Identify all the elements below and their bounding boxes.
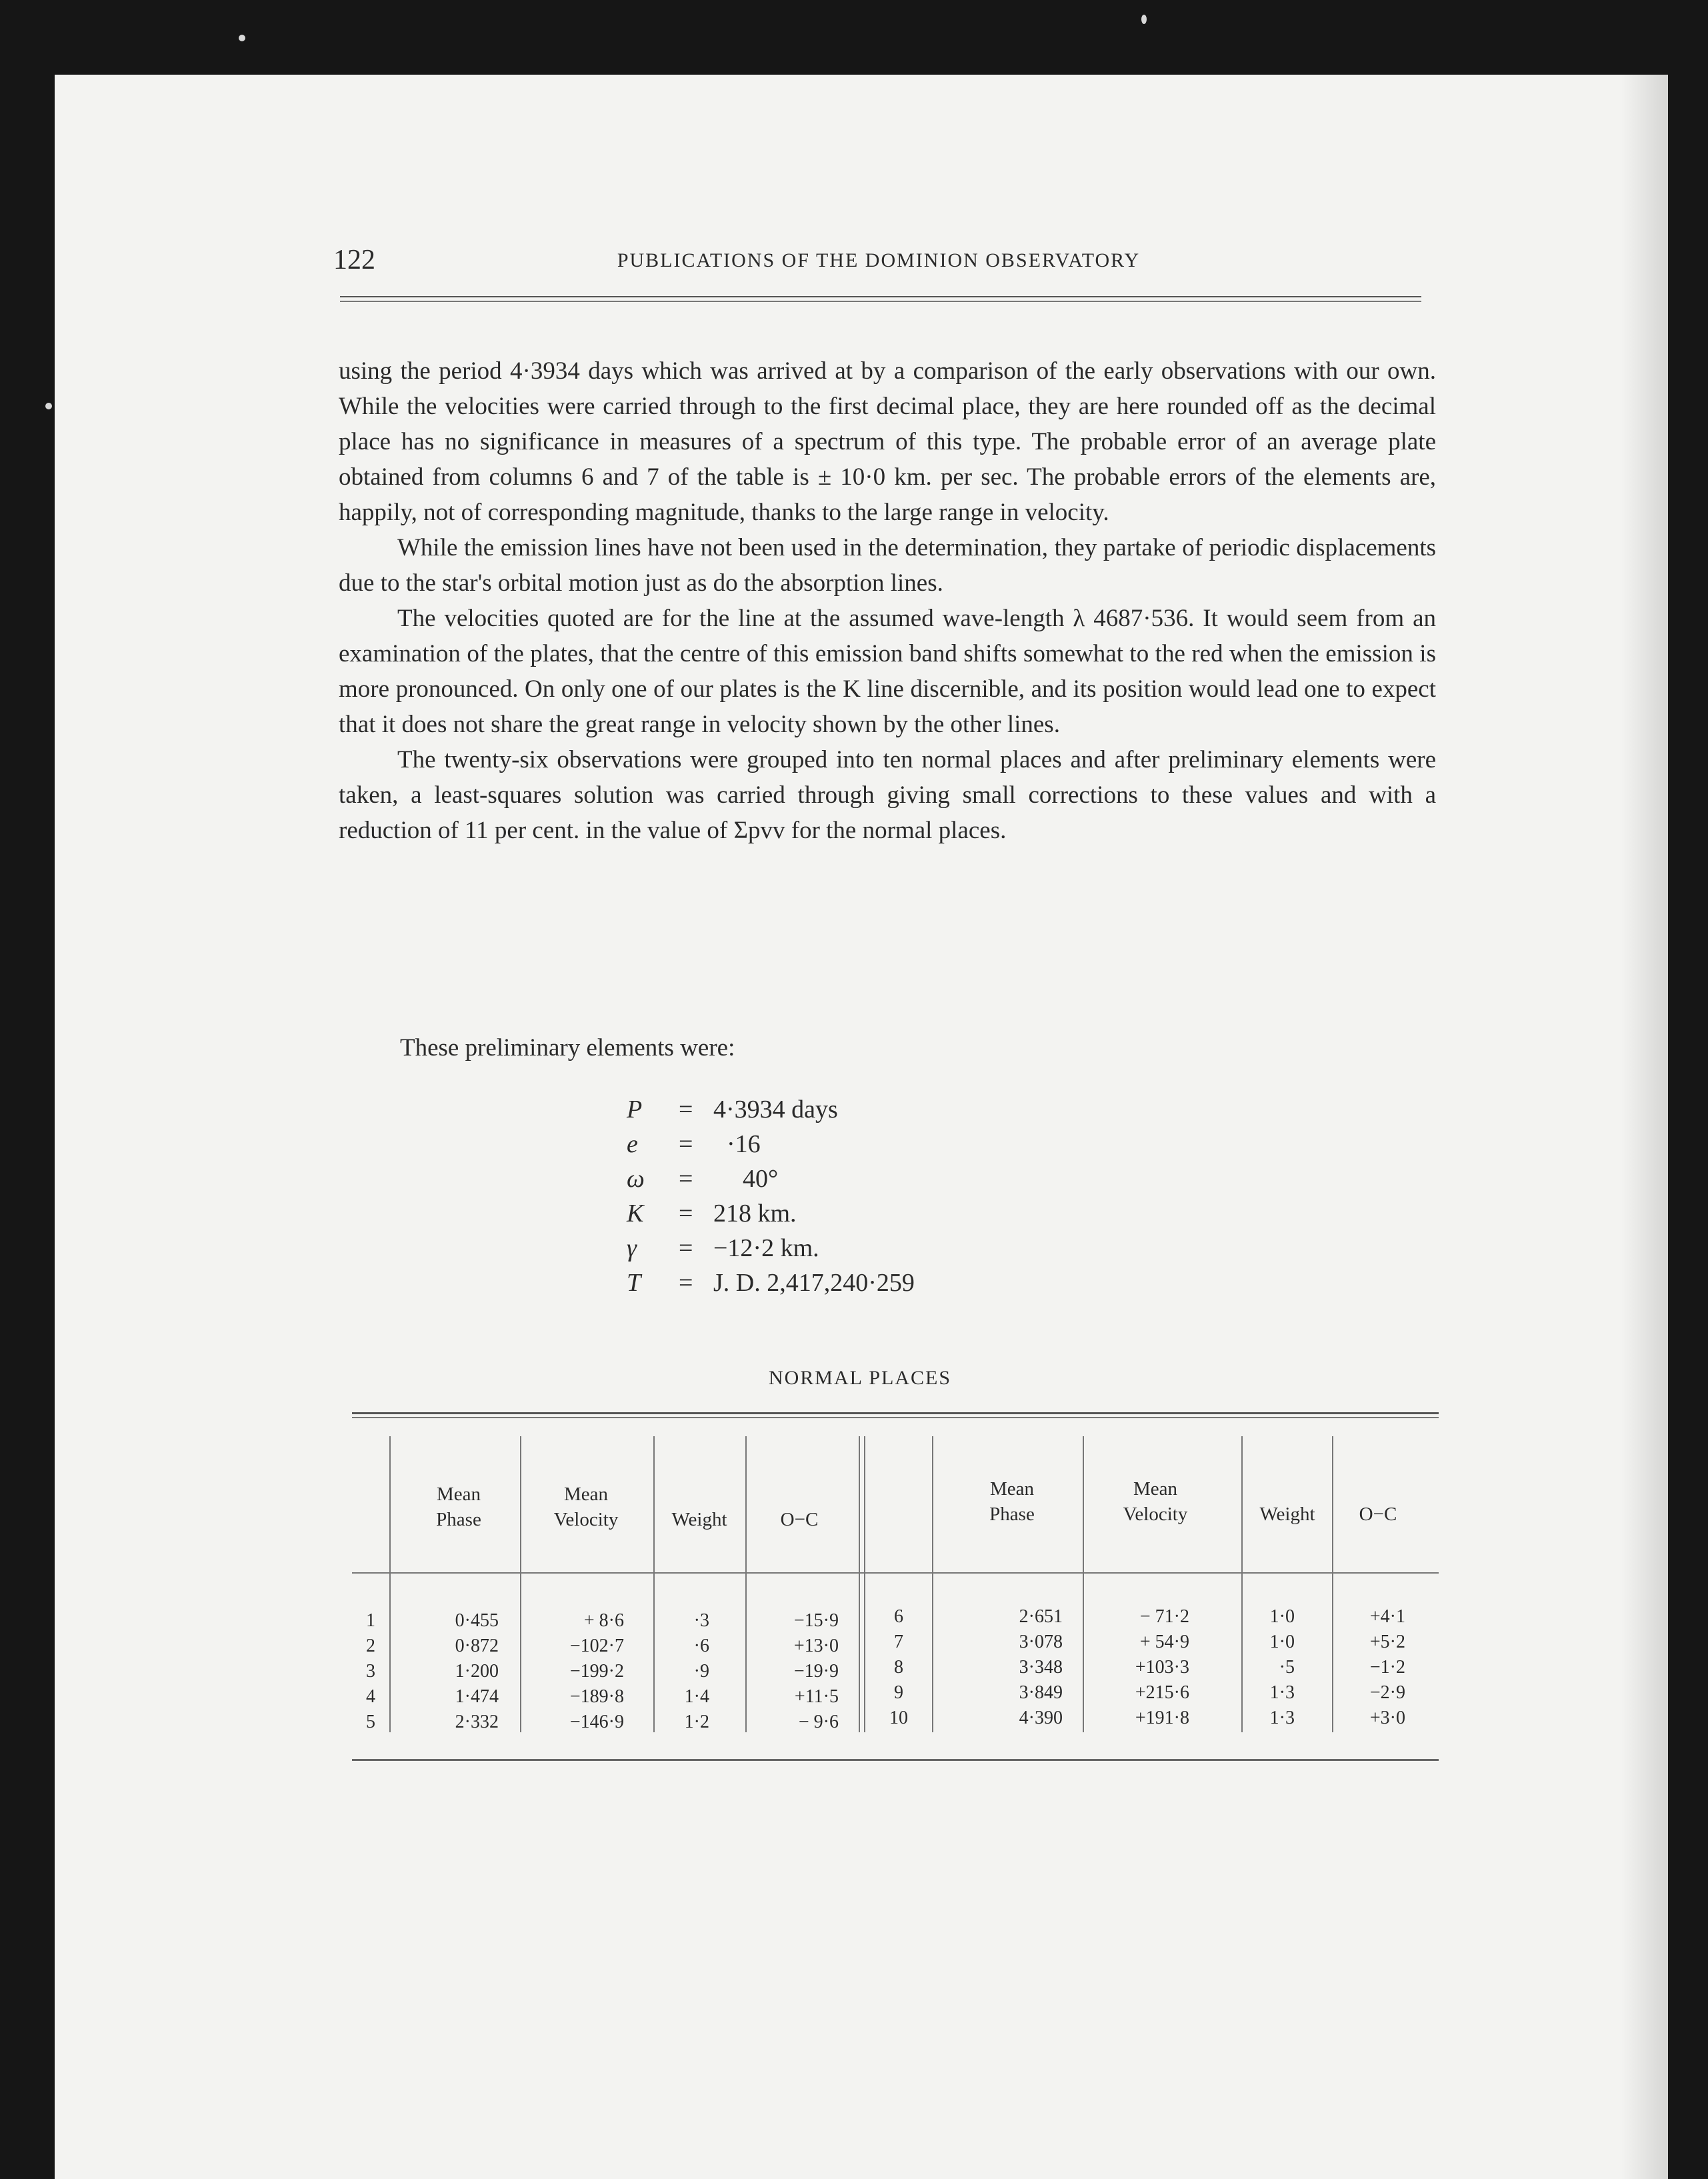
weight: 1·0 xyxy=(1269,1632,1295,1652)
weight: ·3 xyxy=(693,1610,709,1631)
mean-phase: 1·200 xyxy=(455,1661,499,1682)
element-value: 4·3934 days xyxy=(713,1096,838,1124)
element-symbol: ω xyxy=(627,1165,645,1193)
mean-phase: 3·348 xyxy=(1019,1657,1063,1678)
col-header-o-c: O−C xyxy=(780,1509,819,1530)
element-row xyxy=(627,1130,1027,1164)
row-number: 1 xyxy=(366,1610,375,1631)
col-header-mean-velocity: Mean Velocity xyxy=(1123,1478,1188,1525)
mean-phase: 0·455 xyxy=(455,1610,499,1631)
col-header-mean-phase: Mean Phase xyxy=(436,1484,481,1530)
paragraph: While the emission lines have not been used in the determination, they partake of periodic displacements due to the star's orbital motion just as do the absorption lines. xyxy=(339,534,1436,597)
mean-phase: 3·078 xyxy=(1019,1632,1063,1652)
element-equals: = xyxy=(679,1269,693,1297)
paragraph: The velocities quoted are for the line at the assumed wave-length λ 4687·536. It would seem from an examination of the plates, that the centre of this emission band shifts somewhat to the red when the emission is more pronounced. On only one of our plates is the K line discernible, and its position would lead one to expect that it does not share the great range in velocity shown by the other lines. xyxy=(339,605,1436,738)
elements-intro: These preliminary elements were: xyxy=(400,1034,735,1061)
page-header xyxy=(333,244,1424,284)
element-value: ·16 xyxy=(727,1130,761,1158)
mean-velocity: + 8·6 xyxy=(583,1610,624,1631)
mean-velocity: +191·8 xyxy=(1135,1708,1189,1728)
row-number: 9 xyxy=(894,1682,903,1703)
column-divider xyxy=(389,1436,391,1732)
o-c: −15·9 xyxy=(793,1610,839,1631)
orbital-elements xyxy=(627,1095,1027,1303)
col-header-o-c: O−C xyxy=(1359,1504,1397,1525)
o-c: − 9·6 xyxy=(798,1712,839,1732)
mean-phase: 0·872 xyxy=(455,1636,499,1656)
scan-speck xyxy=(1141,15,1147,24)
weight: 1·4 xyxy=(684,1686,709,1707)
row-number: 8 xyxy=(894,1657,903,1678)
element-equals: = xyxy=(679,1165,693,1193)
mean-velocity: −189·8 xyxy=(569,1686,624,1707)
o-c: +4·1 xyxy=(1369,1606,1405,1627)
mean-phase: 1·474 xyxy=(455,1686,499,1707)
normal-places-table xyxy=(352,1412,1439,1766)
element-equals: = xyxy=(679,1234,693,1262)
row-number: 10 xyxy=(889,1708,908,1728)
mean-phase: 2·332 xyxy=(455,1712,499,1732)
weight: ·9 xyxy=(693,1661,709,1682)
page-edge-shadow xyxy=(1621,75,1668,2179)
row-number: 4 xyxy=(366,1686,375,1707)
element-symbol: e xyxy=(627,1130,638,1158)
column-divider xyxy=(859,1436,860,1732)
body-text xyxy=(339,353,1436,848)
weight: 1·3 xyxy=(1269,1708,1295,1728)
element-symbol: P xyxy=(627,1096,643,1124)
element-row xyxy=(627,1268,1027,1303)
element-equals: = xyxy=(679,1096,693,1124)
mean-velocity: +215·6 xyxy=(1135,1682,1189,1703)
table-bottom-rule xyxy=(352,1759,1439,1761)
mean-velocity: −199·2 xyxy=(569,1661,624,1682)
column-divider xyxy=(653,1436,655,1732)
o-c: +5·2 xyxy=(1369,1632,1405,1652)
o-c: −19·9 xyxy=(793,1661,839,1682)
o-c: +11·5 xyxy=(794,1686,839,1707)
mean-phase: 4·390 xyxy=(1019,1708,1063,1728)
table-top-rule xyxy=(352,1412,1439,1418)
column-divider xyxy=(932,1436,933,1732)
element-symbol: T xyxy=(627,1269,641,1297)
element-row xyxy=(627,1164,1027,1199)
paragraph: The twenty-six observations were grouped into ten normal places and after preliminary elements were taken, a least-squares solution was carried through giving small corrections to these values and with a reduction of 11 per cent. in the value of Σpvv for the normal places. xyxy=(339,746,1436,844)
o-c: −2·9 xyxy=(1369,1682,1405,1703)
weight: 1·0 xyxy=(1269,1606,1295,1627)
weight: 1·3 xyxy=(1269,1682,1295,1703)
col-header-weight: Weight xyxy=(1259,1504,1315,1525)
weight: ·5 xyxy=(1279,1657,1295,1678)
element-value: 40° xyxy=(743,1165,779,1193)
o-c: +3·0 xyxy=(1369,1708,1405,1728)
mean-phase: 3·849 xyxy=(1019,1682,1063,1703)
element-value: −12·2 km. xyxy=(713,1234,819,1262)
element-symbol: γ xyxy=(627,1234,637,1262)
row-number: 7 xyxy=(894,1632,903,1652)
column-divider xyxy=(1241,1436,1243,1732)
weight: 1·2 xyxy=(684,1712,709,1732)
table-title: NORMAL PLACES xyxy=(768,1367,952,1389)
o-c: −1·2 xyxy=(1369,1657,1405,1678)
row-number: 3 xyxy=(366,1661,375,1682)
weight: ·6 xyxy=(693,1636,709,1656)
element-symbol: K xyxy=(627,1200,644,1228)
element-row xyxy=(627,1199,1027,1234)
column-divider xyxy=(1083,1436,1084,1732)
column-divider xyxy=(520,1436,521,1732)
paragraph: using the period 4·3934 days which was arrived at by a comparison of the early observations with our own. While the velocities were carried through to the first decimal place, they are here rounded off as the decimal place has no significance in measures of a spectrum of this type. The probable error of an average plate obtained from columns 6 and 7 of the table is ± 10·0 km. per sec. The probable errors of the elements are, happily, not of corresponding magnitude, thanks to the large range in velocity. xyxy=(339,357,1436,526)
mean-phase: 2·651 xyxy=(1019,1606,1063,1627)
header-bottom-rule xyxy=(352,1572,1439,1574)
mean-velocity: + 54·9 xyxy=(1139,1632,1189,1652)
mean-velocity: − 71·2 xyxy=(1139,1606,1189,1627)
element-row xyxy=(627,1234,1027,1268)
column-divider xyxy=(745,1436,747,1732)
scan-speck xyxy=(239,35,245,41)
element-equals: = xyxy=(679,1130,693,1158)
running-head: PUBLICATIONS OF THE DOMINION OBSERVATORY xyxy=(617,249,1141,271)
column-divider xyxy=(1332,1436,1333,1732)
col-header-weight: Weight xyxy=(671,1509,727,1530)
row-number: 2 xyxy=(366,1636,375,1656)
col-header-mean-phase: Mean Phase xyxy=(989,1478,1035,1525)
o-c: +13·0 xyxy=(793,1636,839,1656)
element-equals: = xyxy=(679,1200,693,1228)
row-number: 6 xyxy=(894,1606,903,1627)
row-number: 5 xyxy=(366,1712,375,1732)
mean-velocity: +103·3 xyxy=(1135,1657,1189,1678)
scan-speck xyxy=(45,403,52,409)
mean-velocity: −102·7 xyxy=(569,1636,624,1656)
column-divider xyxy=(864,1436,865,1732)
element-value: J. D. 2,417,240·259 xyxy=(713,1269,915,1297)
col-header-mean-velocity: Mean Velocity xyxy=(553,1484,619,1530)
mean-velocity: −146·9 xyxy=(569,1712,624,1732)
element-row xyxy=(627,1095,1027,1130)
element-value: 218 km. xyxy=(713,1200,797,1228)
page-number: 122 xyxy=(333,245,375,275)
header-rule xyxy=(340,296,1421,302)
